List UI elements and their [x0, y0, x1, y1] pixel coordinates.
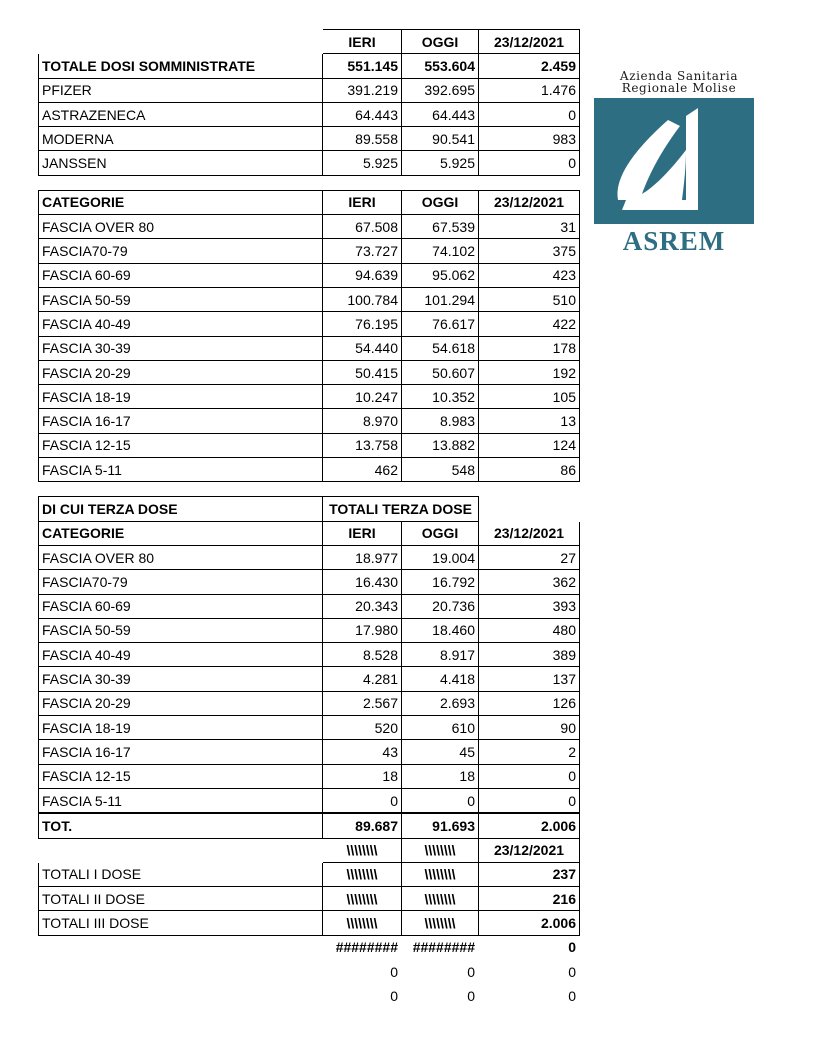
cell-oggi: 4.418 [402, 667, 479, 691]
logo-line-2: Regionale Molise [621, 81, 737, 95]
cell-oggi: 10.352 [402, 385, 479, 409]
third-dose-group-header: TOTALI TERZA DOSE [323, 497, 479, 521]
col-oggi-header: \\\\\\\\ [402, 838, 479, 862]
cell-ieri: 94.639 [323, 263, 402, 287]
cell-date: 178 [479, 336, 580, 360]
cell-ieri: 551.145 [323, 54, 402, 78]
row-label: FASCIA70-79 [39, 570, 323, 594]
cell-date: 1.476 [479, 78, 580, 102]
col-ieri-header: IERI [323, 30, 402, 54]
col-date-header: 23/12/2021 [479, 190, 580, 214]
logo-wordmark: ASREM [622, 226, 726, 256]
cell-date: 237 [479, 862, 580, 886]
cell-oggi: 20.736 [402, 594, 479, 618]
cell-ieri: 76.195 [323, 312, 402, 336]
cell-oggi: ######## [412, 939, 475, 956]
table-row [39, 360, 580, 384]
cell-ieri: 17.980 [323, 618, 402, 642]
cell-ieri: 73.727 [323, 239, 402, 263]
row-label: TOTALI II DOSE [39, 887, 323, 911]
cell-date: 510 [479, 287, 580, 311]
cell-oggi: 0 [467, 963, 475, 980]
cell-ieri: 0 [390, 987, 398, 1004]
row-label: FASCIA 5-11 [39, 458, 323, 482]
cell-date: 0 [568, 939, 576, 956]
cell-ieri: 18.977 [323, 545, 402, 569]
row-label: FASCIA 50-59 [39, 287, 323, 311]
row-label [39, 935, 323, 959]
row-label: ASTRAZENECA [39, 102, 323, 126]
cell-oggi: 45 [402, 740, 479, 764]
cell-oggi: 91.693 [402, 813, 479, 838]
table-row [39, 312, 580, 336]
cell-oggi: 74.102 [402, 239, 479, 263]
row-label: FASCIA 50-59 [39, 618, 323, 642]
col-ieri-header: \\\\\\\\ [323, 838, 402, 862]
cell-date: 86 [479, 458, 580, 482]
col-ieri-header: IERI [323, 190, 402, 214]
asrem-logo-icon [594, 98, 754, 224]
cell-oggi: 548 [402, 458, 479, 482]
cell-oggi: 2.693 [402, 691, 479, 715]
cell-oggi: \\\\\\\\ [402, 911, 479, 935]
table-row [39, 102, 580, 126]
logo-emblem-graphic [594, 98, 754, 224]
cell-date: 105 [479, 385, 580, 409]
cell-date: 13 [479, 409, 580, 433]
row-label: FASCIA70-79 [39, 239, 323, 263]
cell-ieri: 54.440 [323, 336, 402, 360]
cell-ieri: 64.443 [323, 102, 402, 126]
cell-oggi: \\\\\\\\ [402, 862, 479, 886]
cell-oggi: 54.618 [402, 336, 479, 360]
table-row [39, 667, 580, 691]
table-row [39, 691, 580, 715]
cell-oggi: 0 [402, 788, 479, 813]
cell-date: 216 [479, 887, 580, 911]
cell-ieri: \\\\\\\\ [323, 887, 402, 911]
cell-date: 124 [479, 433, 580, 457]
cell-oggi: 8.983 [402, 409, 479, 433]
table-row [39, 433, 580, 457]
cell-date: 375 [479, 239, 580, 263]
t2-header-row [39, 190, 580, 214]
spreadsheet [38, 29, 583, 1009]
table-row [39, 643, 580, 667]
cell-ieri: 50.415 [323, 360, 402, 384]
cell-ieri: 4.281 [323, 667, 402, 691]
col-oggi-header: OGGI [402, 30, 479, 54]
cell-ieri: \\\\\\\\ [323, 862, 402, 886]
cell-ieri: 462 [323, 458, 402, 482]
cell-ieri: 10.247 [323, 385, 402, 409]
cell-date: 393 [479, 594, 580, 618]
cell-ieri: 89.687 [323, 813, 402, 838]
table-row [39, 911, 580, 935]
row-label: TOTALI I DOSE [39, 862, 323, 886]
row-label: FASCIA 20-29 [39, 360, 323, 384]
third-dose-title: DI CUI TERZA DOSE [39, 497, 323, 521]
spacer-row [39, 175, 580, 190]
cell-ieri: 18 [323, 764, 402, 788]
asrem-logo [594, 70, 764, 257]
row-label: FASCIA 60-69 [39, 594, 323, 618]
cell-date: 2 [479, 740, 580, 764]
cell-ieri: \\\\\\\\ [323, 911, 402, 935]
cell-date: 137 [479, 667, 580, 691]
row-label: FASCIA 18-19 [39, 716, 323, 740]
cell-date: 0 [479, 788, 580, 813]
cell-ieri: 67.508 [323, 215, 402, 239]
table-row [39, 618, 580, 642]
blank-cell [479, 497, 580, 521]
table-row [39, 935, 580, 959]
row-label: FASCIA 60-69 [39, 263, 323, 287]
categorie-header: CATEGORIE [39, 521, 323, 545]
row-label: PFIZER [39, 78, 323, 102]
cell-date: 2.006 [479, 813, 580, 838]
table-row [39, 788, 580, 813]
cell-oggi: 64.443 [402, 102, 479, 126]
col-date-header: 23/12/2021 [479, 838, 580, 862]
cell-oggi: \\\\\\\\ [402, 887, 479, 911]
cell-date: 90 [479, 716, 580, 740]
table-row [39, 984, 580, 1008]
table-row [39, 959, 580, 983]
cell-date: 0 [479, 102, 580, 126]
logo-line-1: Azienda Sanitaria [619, 69, 739, 83]
row-label: TOT. [39, 813, 323, 838]
table-row [39, 740, 580, 764]
cell-ieri: 8.970 [323, 409, 402, 433]
cell-date: 31 [479, 215, 580, 239]
col-date-header: 23/12/2021 [479, 521, 580, 545]
table-row [39, 239, 580, 263]
table-row [39, 570, 580, 594]
cell-oggi: 101.294 [402, 287, 479, 311]
table-row [39, 151, 580, 175]
cell-ieri: ######## [335, 939, 398, 956]
cell-oggi: 610 [402, 716, 479, 740]
row-label: FASCIA 5-11 [39, 788, 323, 813]
table-row [39, 78, 580, 102]
cell-ieri: 0 [323, 788, 402, 813]
row-label: FASCIA 30-39 [39, 667, 323, 691]
cell-oggi: 13.882 [402, 433, 479, 457]
table-row [39, 409, 580, 433]
row-label: FASCIA 12-15 [39, 764, 323, 788]
cell-ieri: 2.567 [323, 691, 402, 715]
cell-ieri: 13.758 [323, 433, 402, 457]
table-row [39, 887, 580, 911]
table-row [39, 385, 580, 409]
cell-oggi: 5.925 [402, 151, 479, 175]
cell-date: 126 [479, 691, 580, 715]
t3-header-row [39, 521, 580, 545]
header-blank-cell [39, 838, 323, 862]
row-label: MODERNA [39, 127, 323, 151]
table-row [39, 287, 580, 311]
col-oggi-header: OGGI [402, 521, 479, 545]
cell-oggi: 90.541 [402, 127, 479, 151]
cell-ieri: 520 [323, 716, 402, 740]
categorie-header: CATEGORIE [39, 190, 323, 214]
col-oggi-header: OGGI [402, 190, 479, 214]
header-blank-cell [39, 30, 323, 54]
cell-ieri: 100.784 [323, 287, 402, 311]
cell-date: 0 [479, 764, 580, 788]
table-row [39, 545, 580, 569]
row-label: TOTALI III DOSE [39, 911, 323, 935]
vaccination-table [38, 29, 580, 1009]
table-row [39, 764, 580, 788]
spacer-row [39, 482, 580, 497]
table-row [39, 215, 580, 239]
cell-date: 480 [479, 618, 580, 642]
cell-date: 2.006 [479, 911, 580, 935]
cell-oggi: 95.062 [402, 263, 479, 287]
row-label: FASCIA 18-19 [39, 385, 323, 409]
row-label: FASCIA 30-39 [39, 336, 323, 360]
cell-oggi: 50.607 [402, 360, 479, 384]
cell-oggi: 67.539 [402, 215, 479, 239]
t3-title-row [39, 497, 580, 521]
cell-oggi: 18.460 [402, 618, 479, 642]
cell-ieri: 20.343 [323, 594, 402, 618]
cell-date: 0 [479, 151, 580, 175]
third-dose-total-row [39, 813, 580, 838]
cell-date: 362 [479, 570, 580, 594]
table-row [39, 458, 580, 482]
row-label: FASCIA 16-17 [39, 740, 323, 764]
table-row [39, 336, 580, 360]
table-row [39, 862, 580, 886]
row-label: FASCIA 40-49 [39, 312, 323, 336]
cell-date: 983 [479, 127, 580, 151]
cell-oggi: 392.695 [402, 78, 479, 102]
col-ieri-header: IERI [323, 521, 402, 545]
row-label [39, 984, 323, 1008]
table-row [39, 263, 580, 287]
row-label [39, 959, 323, 983]
cell-oggi: 553.604 [402, 54, 479, 78]
row-label: JANSSEN [39, 151, 323, 175]
row-label: FASCIA 12-15 [39, 433, 323, 457]
cell-ieri: 391.219 [323, 78, 402, 102]
cell-oggi: 16.792 [402, 570, 479, 594]
cell-date: 192 [479, 360, 580, 384]
row-label: FASCIA 20-29 [39, 691, 323, 715]
table-row [39, 716, 580, 740]
cell-ieri: 8.528 [323, 643, 402, 667]
row-label: FASCIA 16-17 [39, 409, 323, 433]
total-doses-row [39, 54, 580, 78]
cell-date: 2.459 [479, 54, 580, 78]
cell-oggi: 19.004 [402, 545, 479, 569]
cell-oggi: 8.917 [402, 643, 479, 667]
cell-date: 0 [568, 987, 576, 1004]
cell-ieri: 0 [390, 963, 398, 980]
cell-ieri: 89.558 [323, 127, 402, 151]
cell-date: 389 [479, 643, 580, 667]
row-label: FASCIA 40-49 [39, 643, 323, 667]
t1-header-row [39, 30, 580, 54]
cell-date: 0 [568, 963, 576, 980]
cell-ieri: 16.430 [323, 570, 402, 594]
cell-ieri: 5.925 [323, 151, 402, 175]
cell-date: 27 [479, 545, 580, 569]
cell-oggi: 18 [402, 764, 479, 788]
col-date-header: 23/12/2021 [479, 30, 580, 54]
row-label: FASCIA OVER 80 [39, 215, 323, 239]
cell-date: 423 [479, 263, 580, 287]
cell-oggi: 0 [467, 987, 475, 1004]
cell-date: 422 [479, 312, 580, 336]
row-label: FASCIA OVER 80 [39, 545, 323, 569]
cell-oggi: 76.617 [402, 312, 479, 336]
table-row [39, 127, 580, 151]
table-row [39, 594, 580, 618]
t4-header-row [39, 838, 580, 862]
cell-ieri: 43 [323, 740, 402, 764]
row-label: TOTALE DOSI SOMMINISTRATE [39, 54, 323, 78]
